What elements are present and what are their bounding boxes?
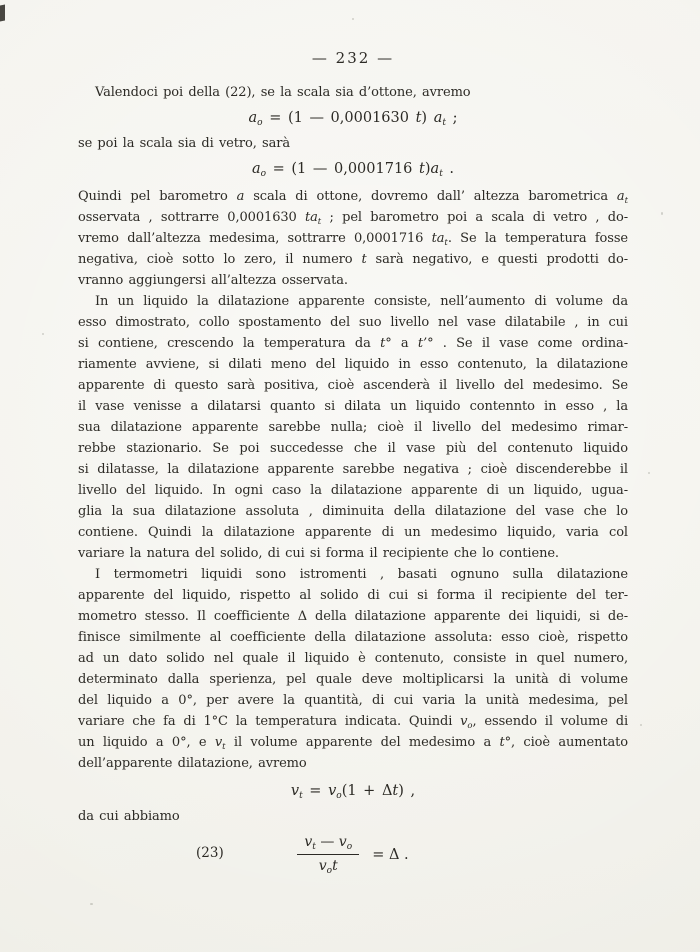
paper-speck — [648, 472, 650, 474]
fraction — [297, 833, 359, 876]
text-line: se poi la scala sia di vetro, sarà — [78, 136, 290, 151]
text-line: apparente del liquido, rispetto al solido di cui si forma il recipiente del ter- — [78, 588, 628, 603]
equation-23 — [78, 831, 628, 881]
equation-rhs: = Δ . — [372, 846, 409, 863]
paper-speck — [42, 333, 44, 335]
line-da-cui-abbiamo — [78, 806, 628, 827]
text-line: da cui abbiamo — [78, 809, 180, 824]
text-line: finisce similmente al coefficiente della dilatazione assoluta: esso cioè, rispetto — [78, 630, 628, 645]
text-line: vremo dall’altezza medesima, sottrarre 0,0001716 $ta_t$. Se la temperatura fosse — [78, 231, 628, 248]
paper-speck — [352, 18, 354, 20]
text-line: glia la sua dilatazione assoluta , diminuita della dilatazione del vase che lo — [78, 504, 628, 519]
text-line: Quindi pel barometro a scala di ottone, dovremo dall’ altezza barometrica $a_t$ — [78, 189, 628, 206]
text-line: ad un dato solido nel quale il liquido è contenuto, consiste in quel numero, — [78, 651, 628, 666]
text-line: osservata , sottrarre 0,0001630 $ta_t$ ; pel barometro poi a scala di vetro , do- — [78, 210, 628, 227]
text-line: del liquido a 0°, per avere la quantità, di cui varia la unità medesima, pel — [78, 693, 628, 708]
text-line: apparente di questo sarà positiva, cioè ascenderà il livello del medesimo. Se — [78, 378, 628, 393]
text-line: rebbe stazionario. Se poi succedesse che il vase più del contenuto liquido — [78, 441, 628, 456]
text-line: il vase venisse a dilatarsi quanto si dilata un liquido contennto in esso , la — [78, 399, 628, 414]
paragraph-barometer-correction — [78, 186, 628, 291]
text-line: mometro stesso. Il coefficiente Δ della dilatazione apparente dei liquidi, si de- — [78, 609, 628, 624]
text-line: un liquido a 0°, e $v_t$ il volume apparente del medesimo a t°, cioè aumentato — [78, 735, 628, 752]
equation-glass-scale: $a_o = (1$ — 0,0001716 $t)a_t$ . — [251, 161, 455, 179]
text-line: I termometri liquidi sono istromenti , basati ognuno sulla dilatazione — [95, 567, 628, 582]
text-line: variare la natura del solido, di cui si forma il recipiente che lo contiene. — [78, 546, 559, 561]
text-line: livello del liquido. In ogni caso la dilatazione apparente di un liquido, ugua- — [78, 483, 628, 498]
text-line: vranno aggiungersi all’altezza osservata. — [78, 273, 348, 288]
paper-speck — [661, 212, 663, 215]
equation-brass-scale: $a_o = (1$ — 0,0001630 t) $a_t$ ; — [248, 110, 458, 128]
text-line: contiene. Quindi la dilatazione apparente di un medesimo liquido, varia col — [78, 525, 628, 540]
text-line: In un liquido la dilatazione apparente consiste, nell’aumento di volume da — [95, 294, 628, 309]
text-line: Valendoci poi della (22), se la scala sia d’ottone, avremo — [95, 85, 471, 100]
paper-speck — [90, 903, 93, 905]
text-line: esso dimostrato, collo spostamento del suo livello nel vase dilatabile , in cui — [78, 315, 628, 330]
text-line: negativa, cioè sotto lo zero, il numero t sarà negativo, e questi prodotti do- — [78, 252, 628, 267]
text-line: si dilatasse, la dilatazione apparente sarebbe negativa ; cioè discenderebbe il — [78, 462, 628, 477]
paragraph-brass-scale-intro — [78, 82, 628, 103]
text-line: variare che fa di 1°C la temperatura indicata. Quindi $v_o$, essendo il volume di — [78, 714, 628, 731]
text-line: si contiene, crescendo la temperatura da t° a t’° . Se il vase come ordina- — [78, 336, 629, 351]
scan-artifact-corner — [0, 5, 5, 22]
text-line: riamente avviene, si dilati meno del liquido in esso contenuto, la dilatazione — [78, 357, 628, 372]
page-content — [78, 48, 628, 881]
fraction-denominator: $v_ot$ — [318, 858, 338, 876]
text-line: dell’apparente dilatazione, avremo — [78, 756, 307, 771]
text-line: sua dilatazione apparente sarebbe nulla; cioè il livello del medesimo rimar- — [78, 420, 628, 435]
equation-number: (23) — [196, 845, 224, 861]
paragraph-apparent-dilatation — [78, 291, 628, 564]
paper-speck — [640, 724, 642, 726]
paragraph-liquid-thermometers — [78, 564, 628, 774]
line-glass-scale-intro — [78, 133, 628, 154]
equation-apparent-volume: $v_t = v_o(1 + \Delta t)$ , — [290, 783, 416, 801]
page-number: — 232 — — [311, 49, 395, 67]
fraction-numerator: $v_t$ — $v_o$ — [297, 833, 359, 855]
text-line: determinato dalla sperienza, pel quale deve moltiplicarsi la unità di volume — [78, 672, 628, 687]
